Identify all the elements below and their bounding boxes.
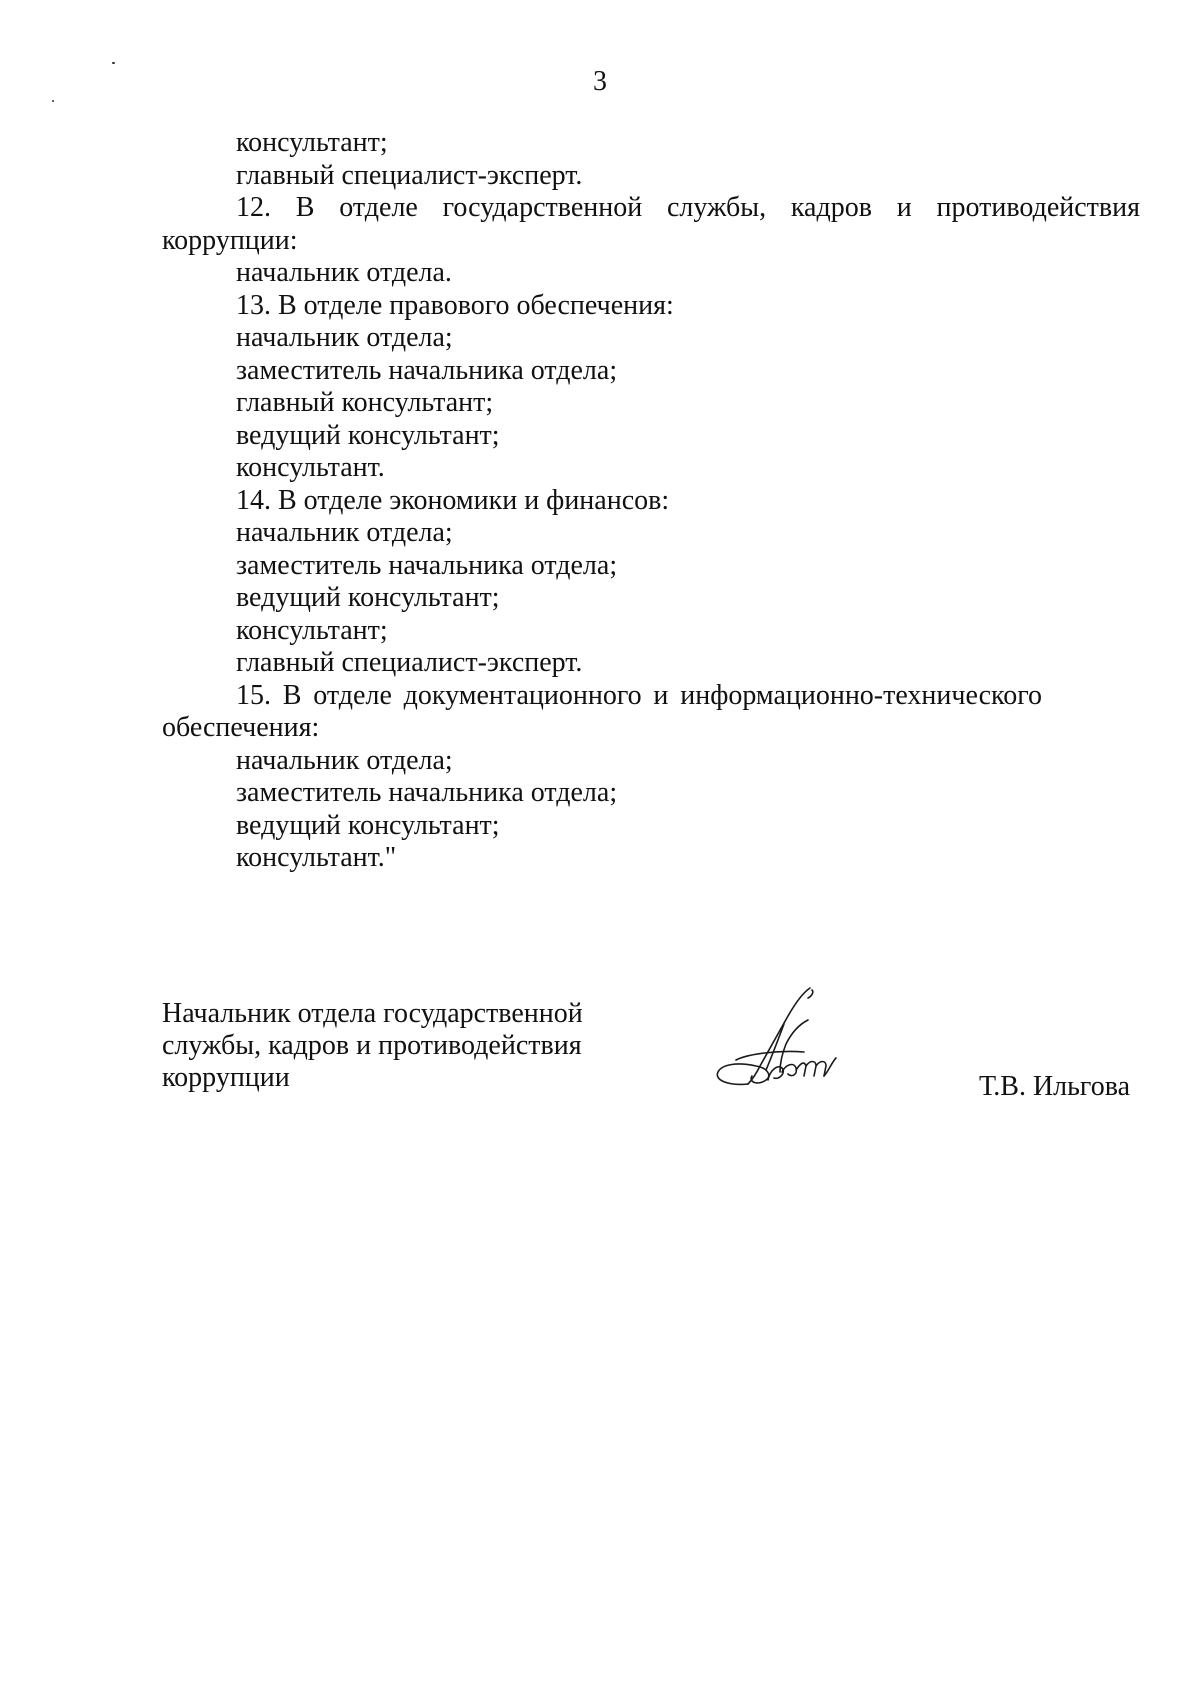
list-item: начальник отдела; xyxy=(236,744,453,776)
handwritten-signature xyxy=(708,980,868,1100)
signatory-title-line: коррупции xyxy=(162,1062,290,1093)
list-item: начальник отдела; xyxy=(236,517,453,548)
list-item: консультант. xyxy=(236,452,385,483)
section-13-heading: 13. В отделе правового обеспечения: xyxy=(236,289,674,321)
section-14-heading: 14. В отделе экономики и финансов: xyxy=(236,484,670,516)
signatory-title-line: службы, кадров и противодействия xyxy=(162,1030,582,1061)
scan-speck xyxy=(52,100,54,102)
signatory-title-line: Начальник отдела государственной xyxy=(162,998,583,1029)
scan-speck xyxy=(112,62,115,64)
signatory-name: Т.В. Ильгова xyxy=(978,1071,1130,1102)
list-item: ведущий консультант; xyxy=(236,419,500,451)
document-body xyxy=(162,127,1140,875)
page-number: 3 xyxy=(593,66,607,97)
signatory-title xyxy=(162,998,622,1094)
section-12-heading: 12. В отделе государственной службы, кадров и противодействия коррупции: xyxy=(162,192,1140,256)
list-item: заместитель начальника отдела; xyxy=(236,777,618,808)
list-item: заместитель начальника отдела; xyxy=(236,354,618,386)
list-item: заместитель начальника отдела; xyxy=(236,549,618,581)
list-item: главный консультант; xyxy=(236,387,494,418)
list-item: главный специалист-эксперт. xyxy=(236,159,583,191)
list-item: консультант; xyxy=(236,614,388,646)
list-item: начальник отдела; xyxy=(236,322,453,353)
list-item: ведущий консультант; xyxy=(236,582,500,613)
list-item: главный специалист-эксперт. xyxy=(236,647,583,678)
list-item: начальник отдела. xyxy=(236,257,452,288)
section-15-heading: 15. В отделе документационного и информационно-технического обеспечения: xyxy=(162,679,1042,743)
list-item: ведущий консультант; xyxy=(236,809,500,841)
list-item: консультант." xyxy=(236,842,397,873)
list-item: консультант; xyxy=(236,127,388,158)
